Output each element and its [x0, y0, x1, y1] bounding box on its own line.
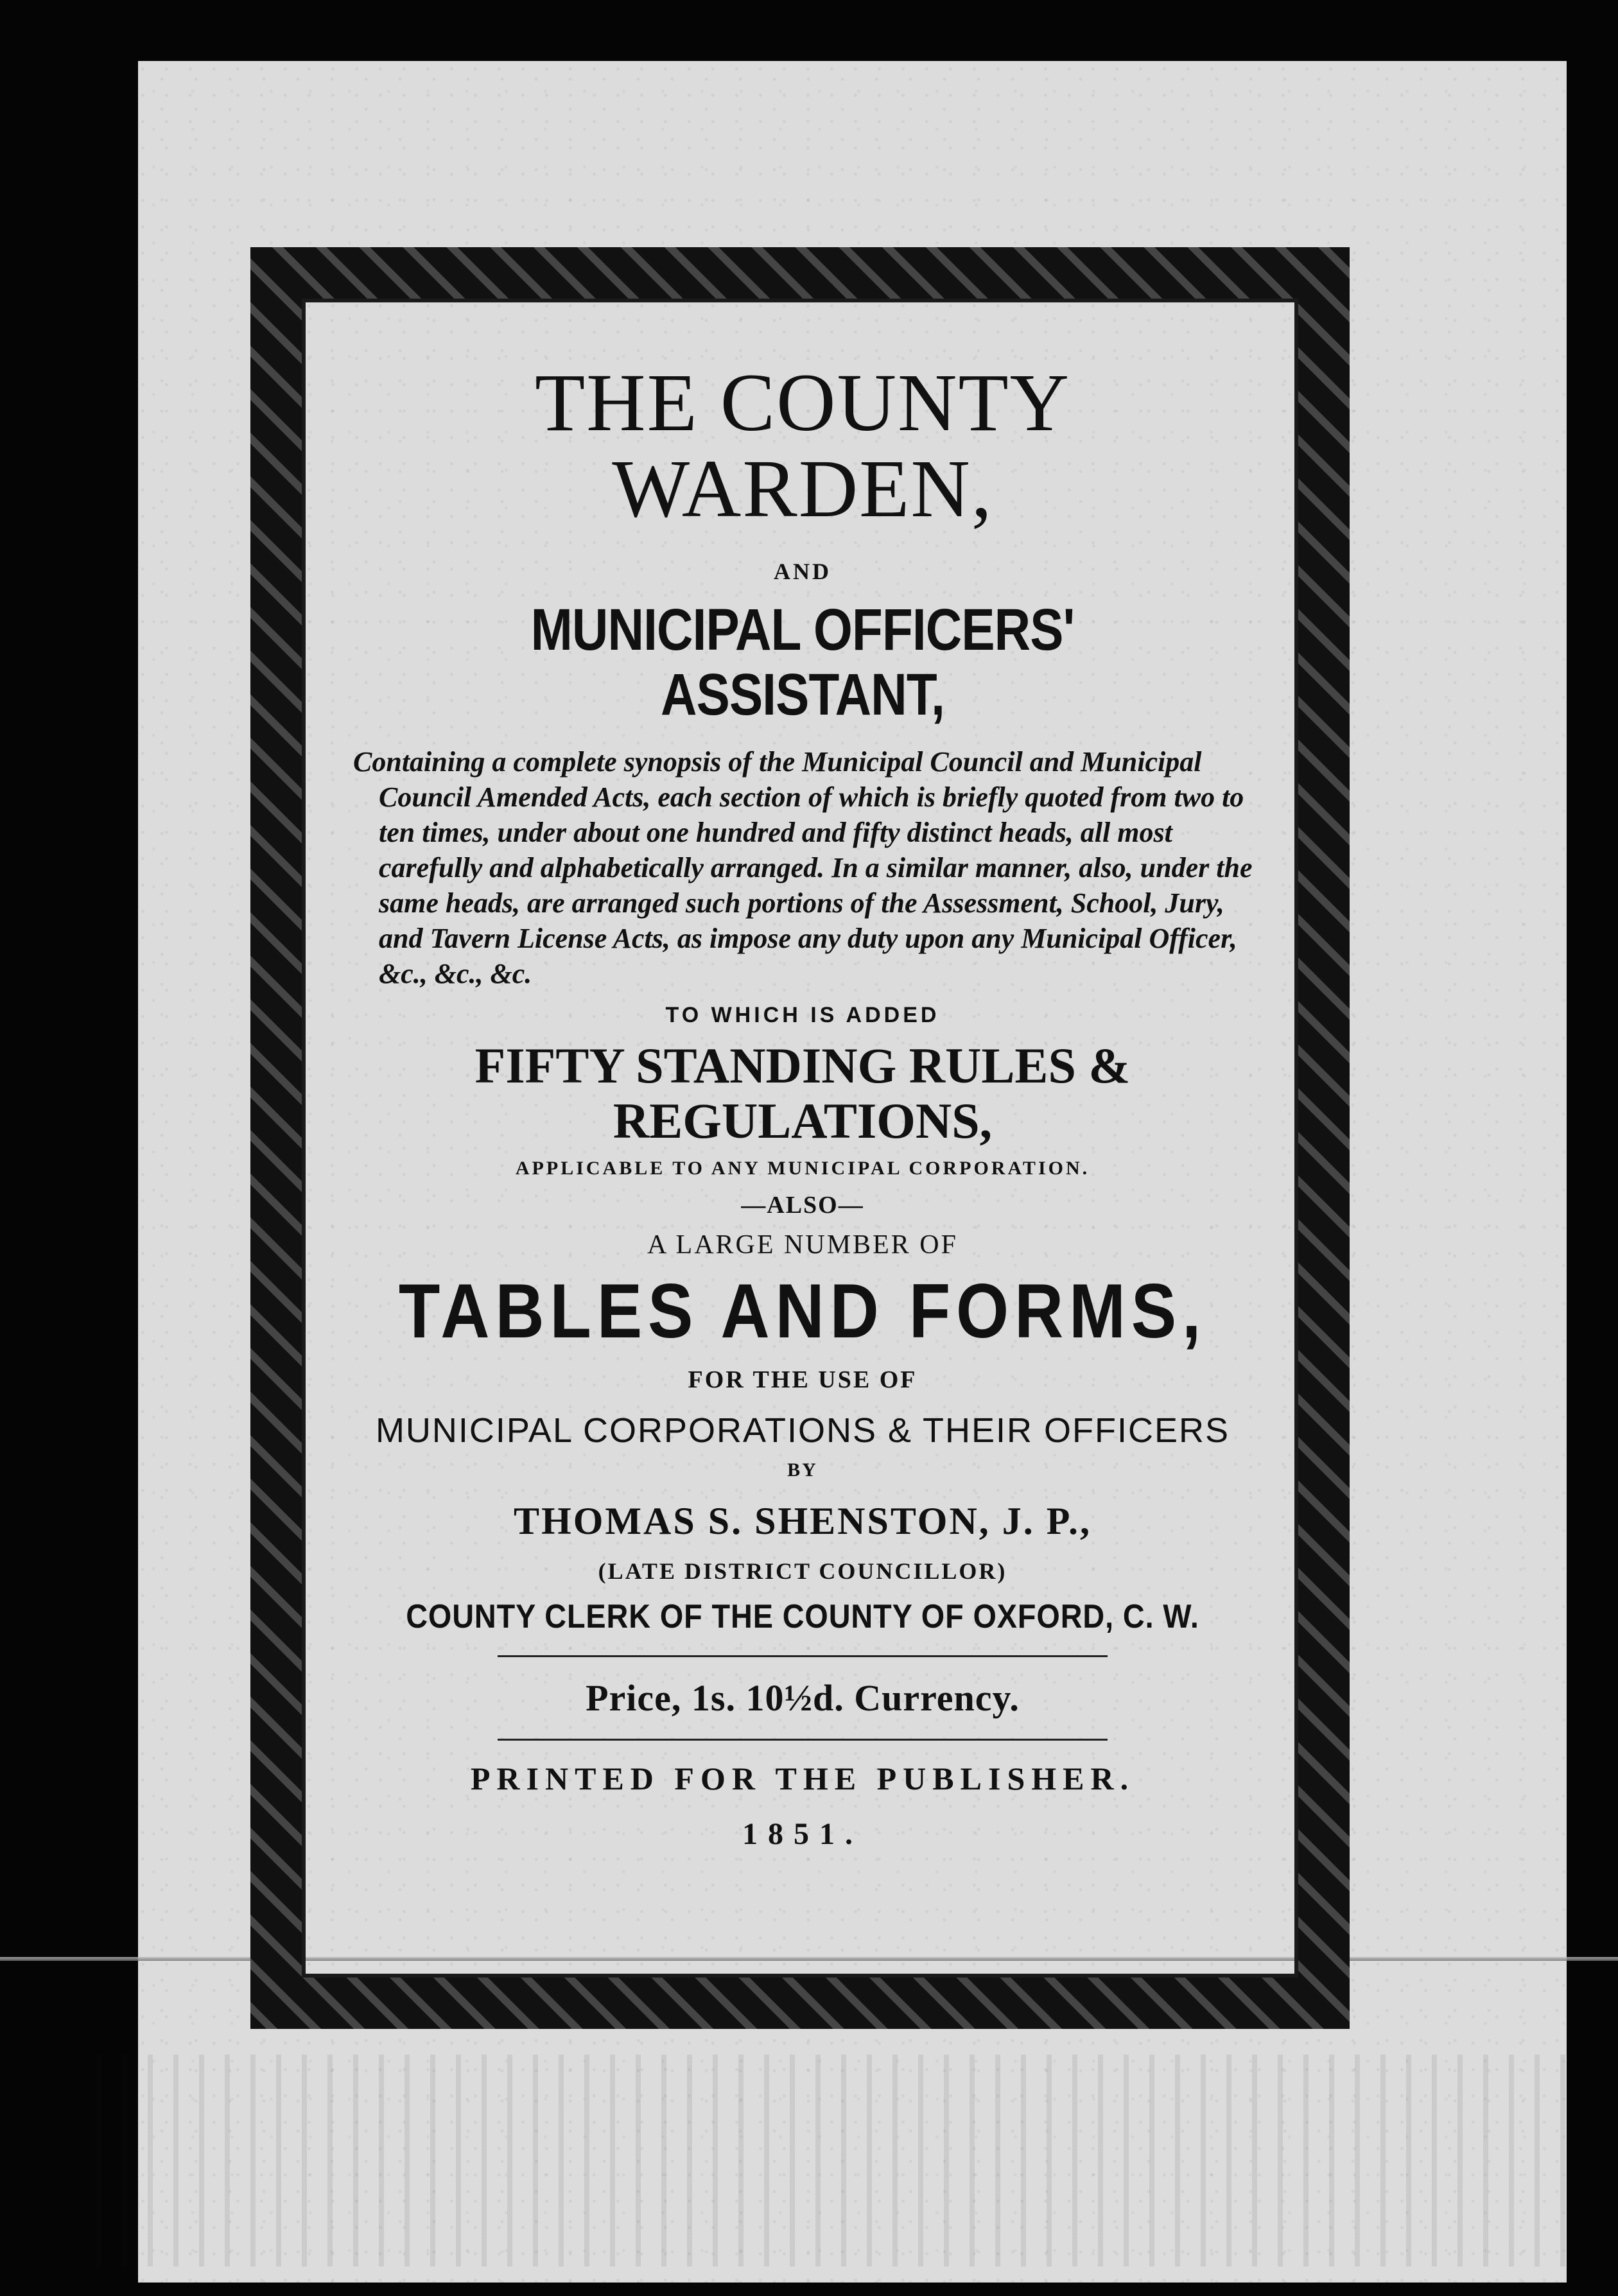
price-line: Price, 1s. 10½d. Currency.: [586, 1676, 1020, 1719]
added-intro: TO WHICH IS ADDED: [665, 1003, 940, 1028]
large-number-line: A LARGE NUMBER OF: [647, 1230, 958, 1260]
author-current-title: COUNTY CLERK OF THE COUNTY OF OXFORD, C. W.: [406, 1597, 1199, 1635]
tables-heading: TABLES AND FORMS,: [398, 1267, 1207, 1354]
also-separator: —ALSO—: [741, 1191, 864, 1219]
rules-subheading: APPLICABLE TO ANY MUNICIPAL CORPORATION.: [515, 1157, 1090, 1179]
printed-for-line: PRINTED FOR THE PUBLISHER.: [470, 1760, 1135, 1796]
for-use-line: FOR THE USE OF: [688, 1366, 918, 1393]
by-line: BY: [787, 1459, 818, 1481]
publication-year: 1851.: [742, 1816, 863, 1851]
horizontal-rule-top: [498, 1655, 1108, 1657]
rules-heading: FIFTY STANDING RULES & REGULATIONS,: [474, 1038, 1131, 1149]
municipal-corporations-line: MUNICIPAL CORPORATIONS & THEIR OFFICERS: [375, 1411, 1230, 1450]
title-page-content: [340, 357, 1265, 1852]
book-title: THE COUNTY WARDEN,: [534, 357, 1071, 535]
author-former-title: (LATE DISTRICT COUNCILLOR): [598, 1558, 1007, 1584]
description-paragraph: Containing a complete synopsis of the Municipal Council and Municipal Council Amended Acts, each section of which is briefly quoted from two to ten times, under about one hundred and fifty distinct heads, all most carefully and alphabetically arranged. In a similar manner, also, under the same heads, are arranged such portions of the Assessment, School, Jury, and Tavern License Acts, as impose any duty upon any Municipal Officer, &c., &c., &c.: [353, 746, 1253, 990]
book-subtitle: MUNICIPAL OFFICERS' ASSISTANT,: [530, 596, 1075, 727]
author-name: THOMAS S. SHENSTON, J. P.,: [514, 1499, 1092, 1542]
horizontal-rule-bottom: [498, 1739, 1108, 1741]
conjunction-line: AND: [774, 558, 831, 584]
